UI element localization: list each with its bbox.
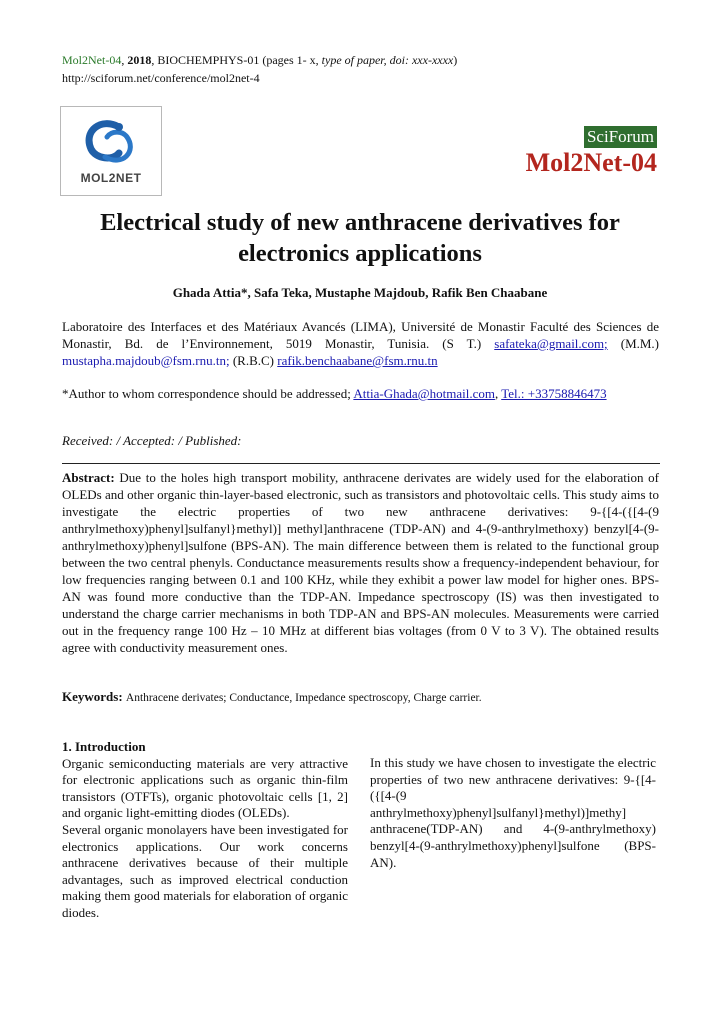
- header-series: BIOCHEMPHYS-01 (pages 1- x,: [157, 53, 319, 67]
- intro-right-column: [370, 755, 656, 871]
- correspondence-text: *Author to whom correspondence should be addressed;: [62, 386, 351, 401]
- correspondence: [62, 385, 659, 402]
- abstract-divider: [62, 463, 660, 464]
- intro-left-column: [62, 739, 348, 922]
- header-citation-line: Mol2Net-04, 2018, BIOCHEMPHYS-01 (pages 1- x, type of paper, doi: xxx-xxxx): [62, 53, 458, 67]
- abstract-label: Abstract:: [62, 470, 115, 485]
- header-paper-type: type of paper, doi: xxx-xxxx: [321, 53, 454, 67]
- journal-header: [62, 51, 457, 87]
- correspondence-sep: ,: [494, 386, 499, 401]
- affiliation-rbc-label: (R.B.C): [232, 353, 275, 368]
- email-link-attia[interactable]: Attia-Ghada@hotmail.com: [353, 386, 495, 401]
- mol2net-logo-graphic: [61, 107, 161, 195]
- email-link-safateka[interactable]: safateka@gmail.com;: [494, 336, 608, 351]
- conference-name: Mol2Net-04: [525, 148, 657, 177]
- intro-paragraph-3: In this study we have chosen to investigate the electric properties of two new anthracene derivatives: 9-{[4-({[4-(9 anthrylmethoxy)phenyl]sulfanyl}methyl)]methy] anthracene(TDP-AN) and 4-(9-anthrylmethoxy) benzyl[4-(9-anthrylmethoxy)phenyl]sulfone (BPS-AN).: [370, 755, 656, 870]
- header-year: 2018: [127, 53, 152, 67]
- abstract: [62, 469, 659, 656]
- email-link-benchaabane[interactable]: rafik.benchaabane@fsm.rnu.tn: [277, 353, 438, 368]
- logo-text: MOL2NET: [80, 171, 142, 185]
- sciforum-badge: SciForum: [584, 126, 657, 148]
- header-url[interactable]: http://sciforum.net/conference/mol2net-4: [62, 71, 260, 85]
- section-heading-introduction: 1. Introduction: [62, 739, 146, 754]
- email-link-majdoub[interactable]: mustapha.majdoub@fsm.rnu.tn;: [62, 353, 230, 368]
- tel-link[interactable]: Tel.: +33758846473: [501, 386, 607, 401]
- keywords-label: Keywords:: [62, 689, 123, 704]
- header-close-paren: ): [453, 53, 458, 67]
- intro-paragraph-1: Organic semiconducting materials are very attractive for electronic applications such as organic thin-film transistors (OTFTs), organic photovoltaic cells [1, 2] and organic light-emitting diodes (OLEDs).: [62, 755, 348, 821]
- logo-dot: [115, 123, 123, 131]
- logo-swirl-outer: [89, 124, 119, 158]
- keywords-text: Anthracene derivates; Conductance, Impedance spectroscopy, Charge carrier.: [125, 692, 482, 704]
- paper-title: Electrical study of new anthracene derivatives for electronics applications: [100, 209, 620, 267]
- author-list: Ghada Attia*, Safa Teka, Mustaphe Majdoub, Rafik Ben Chaabane: [172, 285, 548, 300]
- header-venue[interactable]: Mol2Net-04: [62, 53, 122, 67]
- mol2net-logo: [60, 106, 162, 196]
- keywords: [62, 688, 659, 707]
- received-dates: Received: / Accepted: / Published:: [62, 433, 242, 448]
- abstract-text: Due to the holes high transport mobility, anthracene derivates are widely used for the elaboration of OLEDs and other organic thin-layer-based electronic, such as transistors and photovoltaic cells. This study aims to investigate the electric properties of two new anthracene derivatives: 9-{[4-({[4-(9 anthrylmethoxy)phenyl]sulfanyl}methyl)] methyl]anthracene (TDP-AN) and 4-(9-anthrylmethoxy) benzyl[4-(9-anthrylmethoxy)phenyl]sulfone (BPS-AN). The main difference between them is related to the functional group between the two central phenyls. Conductance measurements results show a frequency-independent behaviour, for low frequencies ranging between 0.1 and 100 KHz, while they exhibit a power law model for higher ones. BPS-AN was found more conductive than the TDP-AN. Impedance spectroscopy (IS) was then investigated to understand the charge carrier mechanisms in both TDP-AN and BPS-AN molecules. Measurements were carried out in the frequency range 100 Hz – 10 MHz at different bias voltages (from 0 V to 3 V). The obtained results agree with conductivity measurement ones.: [62, 470, 659, 655]
- affiliation: [62, 318, 659, 369]
- affiliation-mm-label: (M.M.): [620, 336, 660, 351]
- affiliation-text: Laboratoire des Interfaces et des Matériaux Avancés (LIMA), Université de Monastir Faculté des Sciences de Monastir, Bd. de l’Environnement, 5019 Monastir, Tunisia. (S T.): [62, 319, 659, 351]
- intro-paragraph-2: Several organic monolayers have been investigated for electronics applications. Our work concerns anthracene derivatives because of their multiple advantages, such as improved electrical conduction making them good materials for elaboration of organic diodes.: [62, 821, 348, 920]
